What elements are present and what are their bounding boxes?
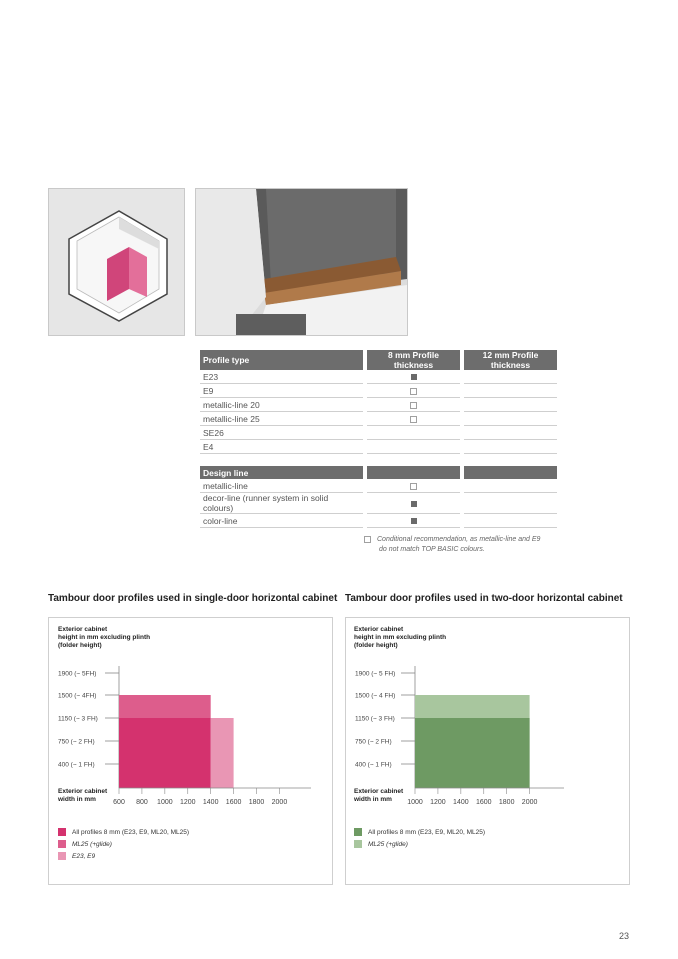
row-label: color-line xyxy=(200,514,363,528)
x-tick-label: 1200 xyxy=(179,799,196,806)
table-row xyxy=(200,370,557,384)
legend-swatch xyxy=(58,840,66,848)
legend xyxy=(58,826,189,862)
y-tick-label: 1900 (~ 5FH) xyxy=(58,670,97,678)
legend-swatch xyxy=(58,828,66,836)
x-tick-label: 2000 xyxy=(521,799,538,806)
table-row xyxy=(200,440,557,454)
x-tick-label: 1600 xyxy=(225,799,242,806)
row-label: metallic-line 25 xyxy=(200,412,363,426)
cell-12mm xyxy=(464,412,557,426)
cell-12mm xyxy=(464,479,557,493)
x-tick-label: 1400 xyxy=(453,799,469,806)
right-section-title: Tambour door profiles used in two-door horizontal cabinet xyxy=(345,593,623,604)
legend-item xyxy=(354,838,485,850)
x-axis-title: Exterior cabinet width in mm xyxy=(58,788,108,803)
row-label: metallic-line 20 xyxy=(200,398,363,412)
cell-12mm xyxy=(464,493,557,514)
row-label: SE26 xyxy=(200,426,363,440)
legend-swatch xyxy=(354,828,362,836)
cell-8mm xyxy=(367,493,460,514)
y-axis-title: Exterior cabinet height in mm excluding plinth (folder height) xyxy=(58,626,151,649)
x-tick-label: 1400 xyxy=(202,799,219,806)
cell-8mm xyxy=(367,370,460,384)
legend xyxy=(354,826,485,850)
cell-8mm xyxy=(367,440,460,454)
x-tick-label: 2000 xyxy=(271,799,288,806)
header-12mm: 12 mm Profile thickness xyxy=(464,350,557,370)
x-tick-label: 1800 xyxy=(498,799,515,806)
cell-8mm xyxy=(367,426,460,440)
table-header-row xyxy=(200,350,557,370)
empty-square-icon xyxy=(410,388,417,395)
row-label: E9 xyxy=(200,384,363,398)
empty-square-icon xyxy=(364,536,371,543)
single-door-chart-panel xyxy=(48,617,333,885)
empty-square-icon xyxy=(410,416,417,423)
legend-label: All profiles 8 mm (E23, E9, ML20, ML25) xyxy=(368,828,486,836)
y-tick-label: 750 (~ 2 FH) xyxy=(58,738,95,746)
row-label: E4 xyxy=(200,440,363,454)
table-row xyxy=(200,412,557,426)
cabinet-illustration xyxy=(48,188,185,336)
cell-8mm xyxy=(367,412,460,426)
x-axis-title: Exterior cabinet width in mm xyxy=(354,788,404,803)
legend-item xyxy=(58,850,189,862)
y-axis-title: Exterior cabinet height in mm excluding plinth (folder height) xyxy=(354,626,447,649)
profile-spec-table xyxy=(196,350,561,528)
x-tick-label: 800 xyxy=(136,799,148,806)
row-label: decor-line (runner system in solid colours) xyxy=(200,493,363,514)
y-tick-label: 1900 (~ 5 FH) xyxy=(355,670,396,678)
x-tick-label: 1200 xyxy=(430,799,446,806)
y-tick-label: 750 (~ 2 FH) xyxy=(355,738,392,746)
bar-series-0 xyxy=(119,718,211,788)
table-row xyxy=(200,514,557,528)
y-tick-label: 1500 (~ 4FH) xyxy=(58,692,97,700)
header-profile-type: Profile type xyxy=(200,350,363,370)
cell-8mm xyxy=(367,384,460,398)
legend-label: All profiles 8 mm (E23, E9, ML20, ML25) xyxy=(72,828,190,836)
filled-square-icon xyxy=(411,501,417,507)
y-tick-label: 1150 (~ 3 FH) xyxy=(58,715,98,723)
header-design-line: Design line xyxy=(200,466,363,479)
row-label: E23 xyxy=(200,370,363,384)
note-line-1: Conditional recommendation, as metallic-line and E9 xyxy=(377,536,541,543)
y-tick-label: 400 (~ 1 FH) xyxy=(58,761,95,769)
cell-8mm xyxy=(367,514,460,528)
y-tick-label: 1150 (~ 3 FH) xyxy=(355,715,395,723)
legend-label: ML25 (+glide) xyxy=(368,840,408,848)
filled-square-icon xyxy=(411,518,417,524)
table-row xyxy=(200,479,557,493)
x-tick-label: 1000 xyxy=(157,799,173,806)
cell-12mm xyxy=(464,440,557,454)
x-tick-label: 1600 xyxy=(475,799,492,806)
legend-swatch xyxy=(354,840,362,848)
cell-8mm xyxy=(367,398,460,412)
x-tick-label: 1800 xyxy=(248,799,265,806)
y-tick-label: 1500 (~ 4 FH) xyxy=(355,692,396,700)
header-8mm: 8 mm Profile thickness xyxy=(367,350,460,370)
legend-item xyxy=(58,826,189,838)
cell-12mm xyxy=(464,370,557,384)
y-tick-label: 400 (~ 1 FH) xyxy=(355,761,392,769)
cell-8mm xyxy=(367,479,460,493)
design-line-header-row xyxy=(200,466,557,479)
empty-square-icon xyxy=(410,402,417,409)
cell-12mm xyxy=(464,514,557,528)
cell-12mm xyxy=(464,426,557,440)
legend-item xyxy=(58,838,189,850)
bar-series-0 xyxy=(415,718,530,788)
two-door-chart-panel xyxy=(345,617,630,885)
legend-label: ML25 (+glide) xyxy=(72,840,112,848)
legend-label: E23, E9 xyxy=(72,852,96,860)
table-row xyxy=(200,384,557,398)
filled-square-icon xyxy=(411,374,417,380)
legend-swatch xyxy=(58,852,66,860)
bar-series-2 xyxy=(211,718,234,788)
conditional-note xyxy=(364,535,584,555)
x-tick-label: 1000 xyxy=(407,799,423,806)
page-number: 23 xyxy=(619,931,630,941)
cell-12mm xyxy=(464,384,557,398)
note-line-2: do not match TOP BASIC colours. xyxy=(379,546,485,553)
left-section-title: Tambour door profiles used in single-door horizontal cabinet xyxy=(48,593,338,604)
table-row xyxy=(200,493,557,514)
empty-square-icon xyxy=(410,483,417,490)
table-row xyxy=(200,426,557,440)
table-row xyxy=(200,398,557,412)
tambour-door-photo xyxy=(195,188,408,336)
cell-12mm xyxy=(464,398,557,412)
legend-item xyxy=(354,826,485,838)
row-label: metallic-line xyxy=(200,479,363,493)
x-tick-label: 600 xyxy=(113,799,125,806)
